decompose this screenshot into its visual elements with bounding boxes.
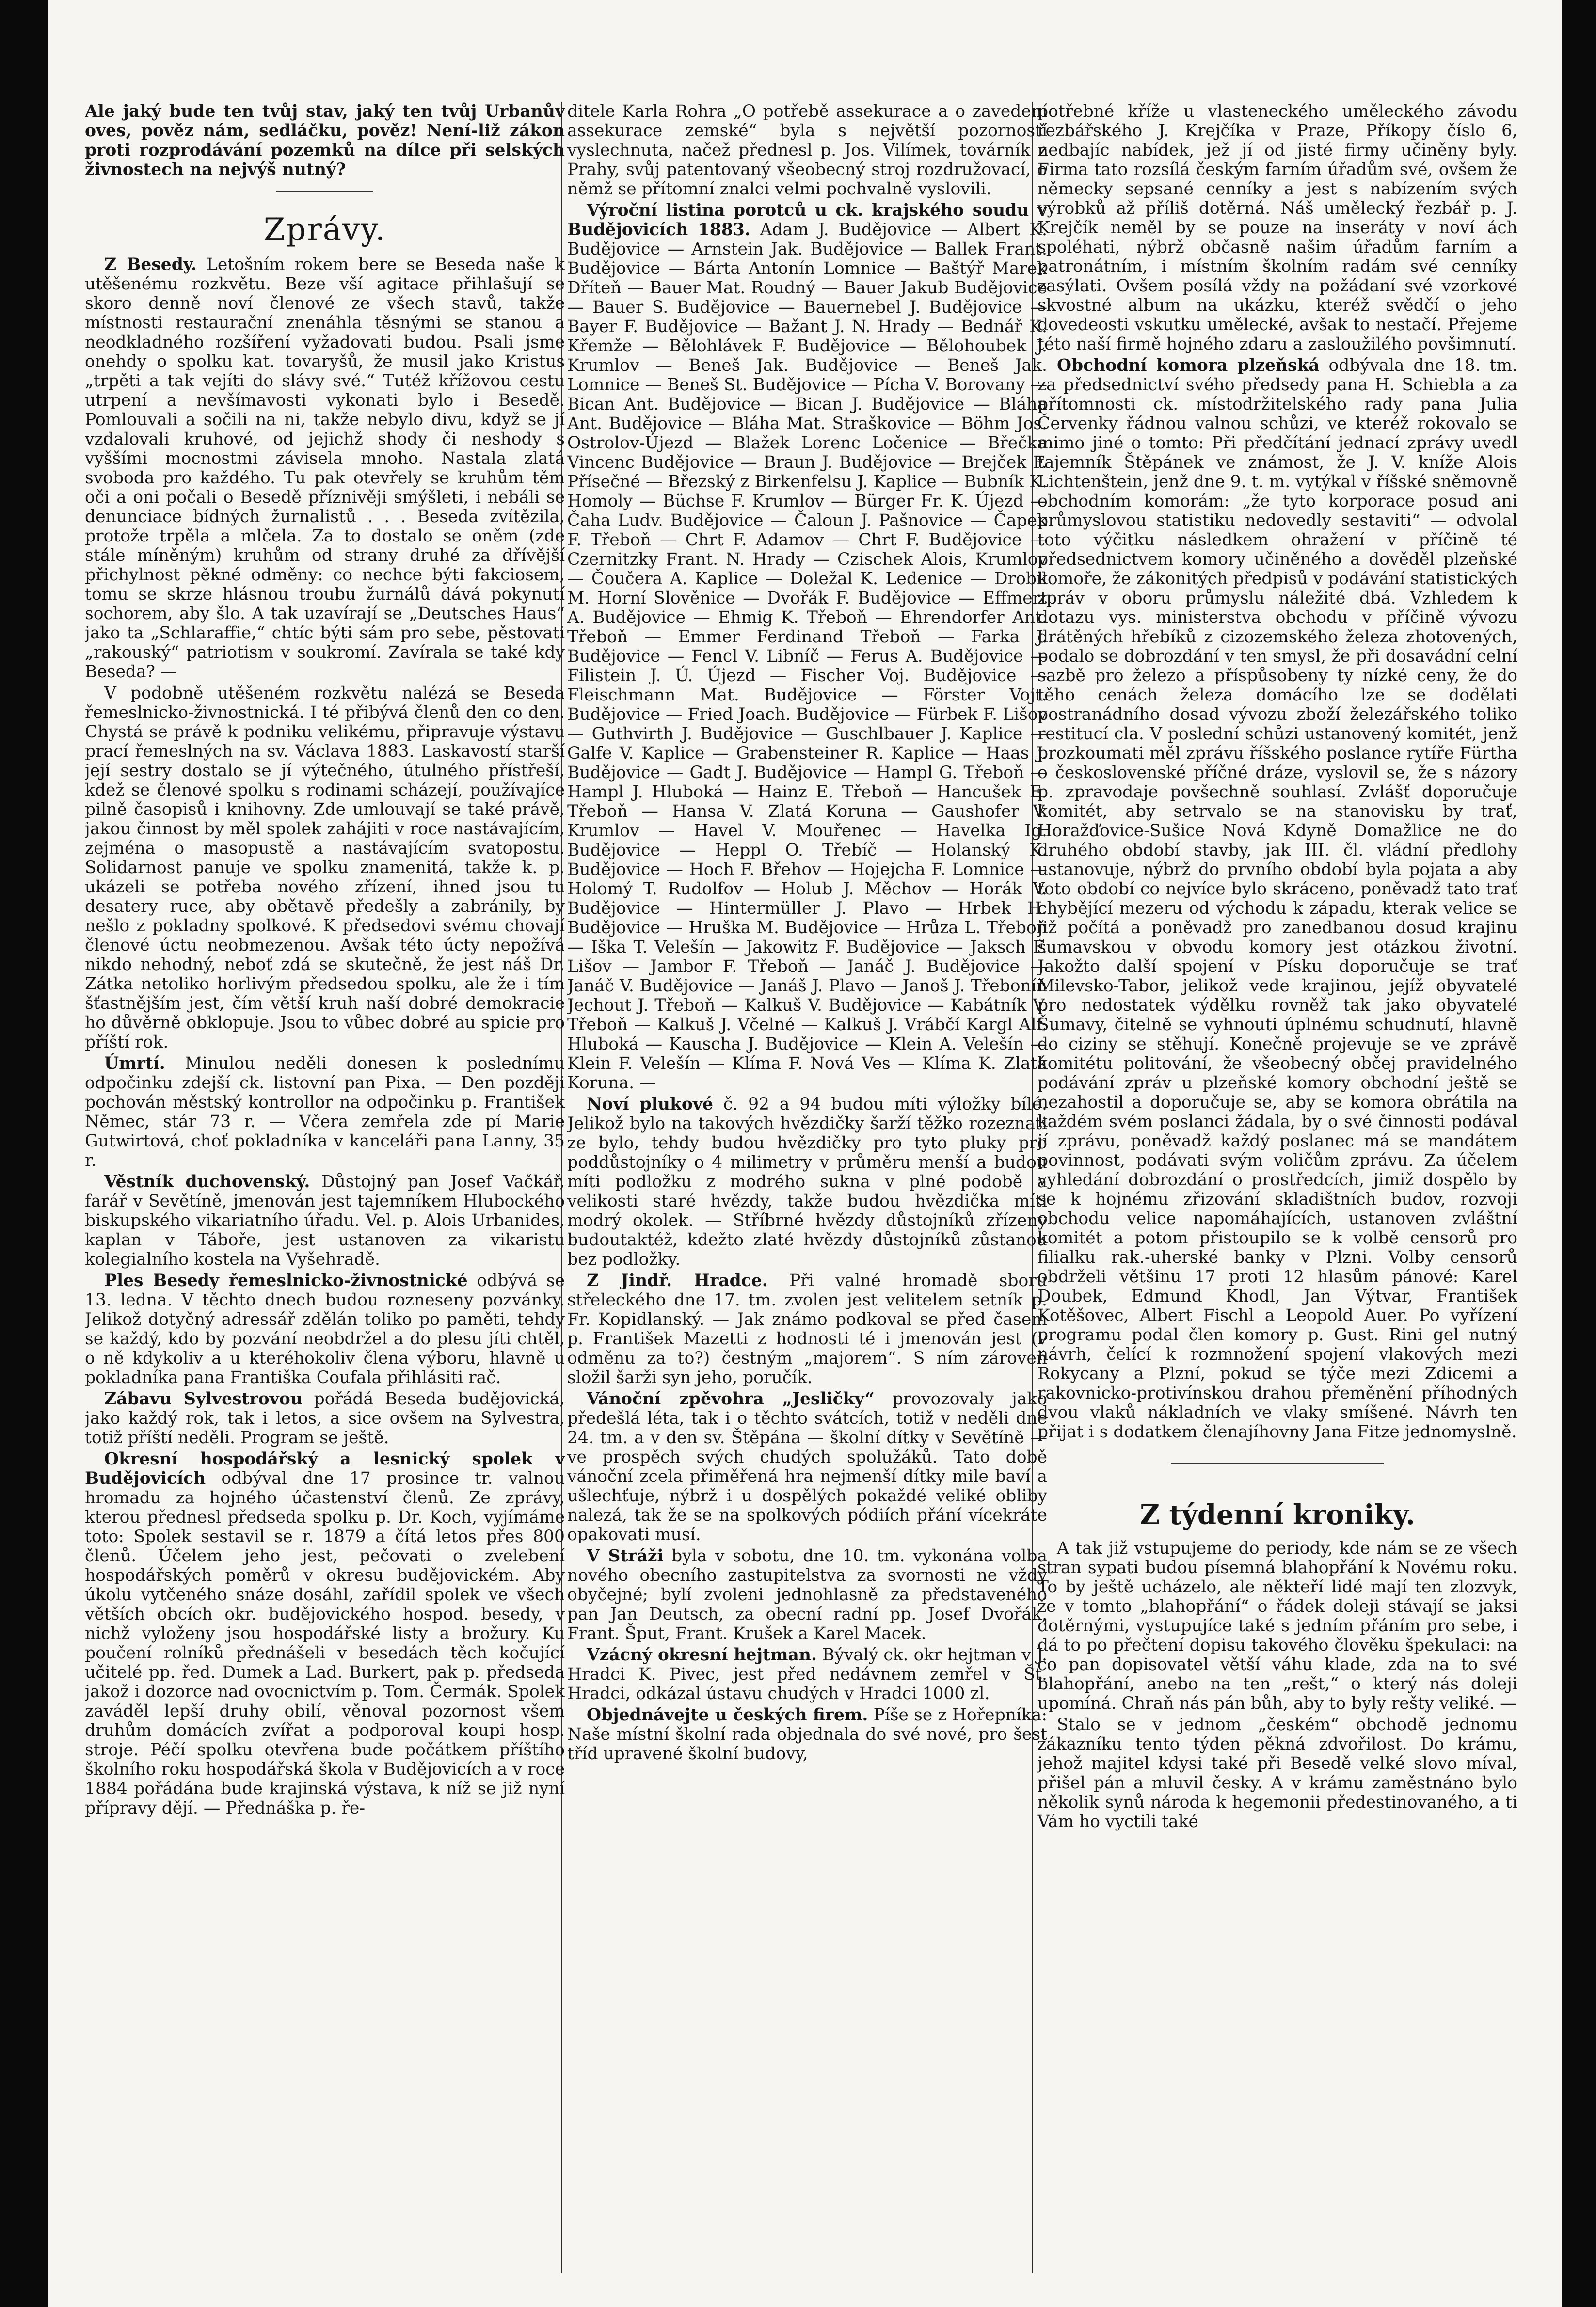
article-beseda: [85, 255, 565, 682]
article-hradec: [567, 1271, 1047, 1387]
article-body: Bývalý ck. okr hejtman v J. Hradci K. Pivec, jest před nedávnem zemřel v Št. Hradci, odkázal ústavu chudých v Hradci 1000 zl.: [567, 1645, 1047, 1703]
article-umrti: [85, 1054, 565, 1170]
article-lead: Z Besedy.: [104, 255, 197, 274]
article-body: provozovaly jako předešlá léta, tak i o těchto svátcích, totiž v neděli dne 24. tm. a v den sv. Štěpána — školní dítky v Sevětíně — ve prospěch svých chudých spolužáků. Tato době vánoční zcela přiměřená hra nejmenší dítky mile baví a ušlechťuje, nýbrž i u dospělých pokaždé veliké obliby nalezá, tak že se na spolkových pódiích přání vícekráte opakovati musí.: [567, 1389, 1047, 1544]
article-lead: V Stráži: [587, 1546, 664, 1566]
scan-border-left: [0, 0, 48, 2307]
article-lead: Ples Besedy řemeslnicko-živnostnické: [104, 1271, 468, 1290]
article-straz: [567, 1546, 1047, 1643]
section-divider: [1171, 1463, 1384, 1464]
section-heading-zpravy: Zprávy.: [263, 212, 386, 248]
article-vanocni: [567, 1389, 1047, 1544]
article-lead: Objednávejte u českých firem.: [587, 1705, 868, 1725]
article-body: Při valné hromadě sboru střeleckého dne 17. tm. zvolen jest velitelem setník p. Fr. Kopidlanský. — Jak známo podkoval se před časem p. František Mazetti z hodnosti té i jmenován jest (v odměnu za to?) čestným „majorem“. S ním zároveň složil šarži syn jeho, poručík.: [567, 1271, 1047, 1387]
article-body: byla v sobotu, dne 10. tm. vykonána volba nového obecního zastupitelstva za svornosti ne vždy obyčejné; bylí zvoleni jednohlasně za představeného pan Jan Deutsch, za obecní radní pp. Josef Dvořák, Frant. Šput, Frant. Krušek a Karel Macek.: [567, 1546, 1047, 1643]
article-vestnik: [85, 1172, 565, 1269]
article-lead: Zábavu Sylvestrovou: [104, 1389, 303, 1409]
article-lead: Okresní hospodářský a lesnický spolek v Budějovicích: [85, 1449, 565, 1488]
section-heading-kronika: Z týdenní kroniky.: [1140, 1499, 1415, 1531]
kronika-paragraph-2: Stalo se v jednom „českém“ obchodě jednomu zákazníku tento týden pěkná zdvořilost. Do krámu, jehož majitel kdysi také při Besedě velké slovo míval, přišel pán a mluvil česky. A v krámu zaměstnáno bylo několik synů národa k hegemonii předestinovaného, a ti Vám ho vyctili také: [1037, 1715, 1517, 1831]
kronika-paragraph-1: A tak již vstupujeme do periody, kde nám se ze všech stran sypati budou písemná blahopřání k Novému roku. To by ještě ucházelo, ale někteří lidé mají ten zlozvyk, že v tomto „blahopřání“ o řádek doleji stávají se jaksi dotěrnými, vystupujíce také s jedním přáním pro sebe, i dá to po přečtení dopisu takového člověku špekulaci: na co pan dopisovatel větší váhu klade, zda na to své blahopřání, anebo na ten „rešt,“ o který nás doleji upomíná. Chraň nás pán bůh, aby to byly rešty veliké. —: [1037, 1539, 1517, 1713]
article-zabava: [85, 1389, 565, 1448]
article-okresni-spolek: [85, 1449, 565, 1818]
article-body: odbýval dne 17 prosince tr. valnou hromadu za hojného účastenství členů. Ze zprávy, kterou přednesl předseda spolku p. Dr. Koch, vyjímáme toto: Spolek sestavil se r. 1879 a čítá letos přes 800 členů. Účelem jeho jest, pečovati o zvelebení hospodářských poměrů v okresu budějovickém. Aby úkolu vytčeného snáze dosáhl, zařídil spolek ve všech větších obcích okr. budějovického hospod. besedy, v nichž vyloženy jsou hospodářské listy a brožury. Ku poučení rolníků přednášeli v besedách těch kočující učitelé pp. řed. Dumek a Lad. Burkert, pak p. předseda jakož i dozorce nad ovocnictvím p. Tom. Čermák. Spolek zaváděl lepší druhy obilí, věnoval pozornost všem druhům domácích zvířat a podporoval koupi hosp. stroje. Péčí spolku otevřena bude počátkem příštího školního roku hospodářská škola v Budějovicích a v roce 1884 pořádána bude krajinská výstava, k níž se již nyní přípravy dějí. — Přednáška p. ře-: [85, 1469, 565, 1818]
article-lead: Noví plukové: [587, 1095, 713, 1114]
scan-border-right: [1562, 0, 1596, 2307]
article-body: Píše se z Hořepníka: Naše místní školní rada objednala do své nové, pro šest tříd upravené školní budovy,: [567, 1705, 1047, 1764]
article-body: odbývá se 13. ledna. V těchto dnech budou rozneseny pozvánky. Jelikož dotyčný adressář zdělán toliko po paměti, tehdy se každý, kdo by pozvání neobdržel a do plesu jíti chtěl, o ně kdykoliv a u kteréhokoliv člena výboru, hlavně u pokladníka pana Františka Coufala přihlásiti rač.: [85, 1271, 565, 1387]
article-plukove: [567, 1095, 1047, 1269]
article-body: Důstojný pan Josef Vačkář, farář v Sevětíně, jmenován jest tajemníkem Hlubockého biskupského vikariatního úřadu. Vel. p. Alois Urbanides, kaplan v Táboře, jest ustanoven za vikaristu kolegialního kostela na Vyšehradě.: [85, 1172, 565, 1269]
article-porotci: [567, 201, 1047, 1093]
column-1: [85, 102, 565, 2273]
article-body: odbývala dne 18. tm. za předsednictví svého předsedy pana H. Schiebla a za přítomnosti ck. místodržitelského rady pana Julia Červenky řádnou valnou schůzi, ve kteréž rokovalo se mimo jiné o tomto: Při předčítání jednací zprávy uvedl tajemník Štěpánek ve známost, že J. V. kníže Alois Lichtenštein, jenž dne 9. t. m. vytýkal v říšské sněmovně obchodním komorám: „že tyto korporace posud ani průmyslovou statistiku nedovedly sestaviti“ — odvolal toto výčitku následkem ohražení v příčině té předsednictvem komory učiněného a dověděl plzeňské komoře, že zákonitých předpisů v podávání statistických zpráv v oboru průmyslu náležité dbá. Vzhledem k dotazu vys. ministerstva obchodu v příčině vývozu drátěných hřebíků z cizozemského železa zhotovených, podalo se dobrozdání v ten smysl, že při dosavádní celní sazbě pro železo a příspůsobeny ty nízké ceny, že do těho cenách železa domácího lze se dodělati postranádního dosad vývozu zboží železářského toliko restitucí cla. V poslední schůzi ustanovený komitét, jenž prozkoumati měl zprávu říšského poslance rytíře Fürtha o československé příčné dráze, vyslovil se, že s názory p. zpravodaje povšechně souhlasí. Zvlášť doporučuje komitét, aby setrvalo se na stanovisku by trať, Horažďovice-Sušice Nová Kdyně Domažlice ne do druhého období stavby, jak III. čl. vládní předlohy ustanovuje, nýbrž do prvního období byla pojata a aby toto období co nejvíce bylo skráceno, poněvadž tato trať chybějící mezeru od východu k západu, kterak velice se již počítá a poněvadž pro zanedbanou dosud krajinu šumavskou v obvodu komory jest otázkou životní. Jakožto další spojení v Písku doporučuje se trať Milevsko-Tabor, jelikož vede krajinou, jejíž obyvatelé pro nedostatek výdělku rovněž tak jako obyvatelé Šumavy, čitelně se vyhnouti úplnému schudnutí, hlavně do ciziny se stěhují. Konečně projevuje se ve zprávě komitétu politování, že všeobecný občej pravidelného podávání zpráv u plzeňské komory obchodní ještě se nezahostil a doporučuje se, aby se komora obrátila na každém svém poslanci žádala, by o své činnosti podával jí zprávu, poněvadž každý poslanec má se mandátem povinnost, podávati svým voličům zprávu. Za účelem vyhledání dobrozdání o prostředcích, jimiž dospělo by se k hojnému zřizování skladištních budov, rozvoji obchodu velice napomáhajících, ustanoven zvláštní komitét a potom přistoupilo se k volbě censorů pro filialku rak.-uherské banky v Plzni. Volby censorů obdrželi většinu 17 proti 12 hlasům pánové: Karel Doubek, Edmund Khodl, Jan Výtvar, František Kotěšovec, Albert Fischl a Leopold Auer. Po vyřízení programu podal člen komory p. Gust. Rini gel nutný návrh, čelící k rozmnožení spojení vlakových mezi Rokycany a Plzní, pokud se týče mezi Zdicemi a rakovnicko-protivínskou drahou přeměnění příhodných dvou vlaků nákladních ve vlaky smíšené. Návrh ten přijat i s dodatkem členajíhovny Jana Fitze jednomyslně.: [1037, 356, 1517, 1442]
article-ples: [85, 1271, 565, 1387]
article-body: č. 92 a 94 budou míti výložky bílé. Jelikož bylo na takových hvězdičky šarží těžko rozeznati ze bylo, tehdy budou hvězdičky pro tyto pluky pro poddůstojníky o 4 milimetry v průměru menší a budou míti podložku z modrého sukna v plné podobě a velikosti staré hvězdy, takže budou hvězdička míti modrý okolek. — Stříbrné hvězdy důstojníků zřízeny budoutaktéž, kdežto zlaté hvězdy důstojníků zůstanou bez podložky.: [567, 1095, 1047, 1269]
article-body: Letošním rokem bere se Beseda naše k utěšenému rozkvětu. Beze vší agitace přihlašují se skoro denně noví členové ze všech stavů, takže místnosti restaurační znenáhla těsnými se stanou a neodkladného rozšíření vyžadovati budou. Psali jsme onehdy o spolku kat. tovaryšů, že musil jako Kristus „trpěti a tak vejíti do slávy své.“ Tutéž křížovou cestu utrpení a nevšímavosti vykonati bylo i Besedě. Pomlouvali a sočili na ni, takže nebylo divu, když se jí vzdalovali kruhové, od jejichž shody či neshody s vyššími mocnostmi závisela mnoho. Nastala zlatá svoboda pro každého. Tu pak otevřely se kruhům těm oči a oni počali o Besedě příznivěji smýšleti, i nebáli se denunciace bídných žurnalistů . . . Beseda zvítězila, protože trpěla a mlčela. Za to dostalo se oněm (zde stále míněným) kruhům od strany druhé za dřívější přichylnost pěkné odměny: co nechce býti fakciosem, tomu se skrze hlásnou troubu žurnálů dává pokynutí sochorem, aby šlo. A tak uzavírají se „Deutsches Haus“ jako ta „Schlaraffie,“ chtíc býti sám pro sebe, pěstovati „rakouský“ patriotism v soukromí. Zavírala se také kdy Beseda? —: [85, 255, 565, 682]
article-body: Adam J. Budějovice — Albert K. Budějovice — Arnstein Jak. Budějovice — Ballek Frant. Budějovice — Bárta Antonín Lomnice — Baštýř Marek Dříteň — Bauer Mat. Roudný — Bauer Jakub Budějovice — Bauer S. Budějovice — Bauernebel J. Budějovice — Bayer F. Budějovice — Bažant J. N. Hrady — Bednář K. Křemže — Bělohlávek F. Budějovice — Bělohoubek J. Krumlov — Beneš Jak. Budějovice — Beneš Jak. Lomnice — Beneš St. Budějovice — Pícha V. Borovany — Bican Ant. Budějovice — Bican J. Budějovice — Bláha Ant. Budějovice — Bláha Mat. Straškovice — Böhm Jos. Ostrolov-Újezd — Blažek Lorenc Ločenice — Břečka Vincenc Budějovice — Braun J. Budějovice — Brejček F. Přísečné — Březský z Birkenfelsu J. Kaplice — Bubník K. Homoly — Büchse F. Krumlov — Bürger Fr. K. Újezd — Čaha Ludv. Budějovice — Čaloun J. Pašnovice — Čapek F. Třeboň — Chrt F. Adamov — Chrt F. Budějovice — Czernitzky Frant. N. Hrady — Czischek Alois, Krumlov — Čoučera A. Kaplice — Doležal K. Ledenice — Drobil M. Horní Slověnice — Dvořák F. Budějovice — Effmert A. Budějovice — Ehmig K. Třeboň — Ehrendorfer Ant. Třeboň — Emmer Ferdinand Třeboň — Farka J. Budějovice — Fencl V. Libníč — Ferus A. Budějovice — Filistein J. Ú. Újezd — Fischer Voj. Budějovice — Fleischmann Mat. Budějovice — Förster Vojt. Budějovice — Fried Joach. Budějovice — Fürbek F. Lišov — Guthvirth J. Budějovice — Guschlbauer J. Kaplice — Galfe V. Kaplice — Grabensteiner R. Kaplice — Haas J. Budějovice — Gadt J. Budějovice — Hampl G. Třeboň — Hampl J. Hluboká — Hainz E. Třeboň — Hancušek E. Třeboň — Hansa V. Zlatá Koruna — Gaushofer V. Krumlov — Havel V. Mouřenec — Havelka Ig. Budějovice — Heppl O. Třebíč — Holanský K. Budějovice — Hoch F. Břehov — Hojejcha F. Lomnice — Holomý T. Rudolfov — Holub J. Měchov — Horák V. Budějovice — Hintermüller J. Plavo — Hrbek H. Budějovice — Hruška M. Budějovice — Hrůza L. Třeboň — Iška T. Velešín — Jakowitz F. Budějovice — Jaksch F. Lišov — Jambor F. Třeboň — Janáč J. Budějovice — Janáč V. Budějovice — Janáš J. Plavo — Janoš J. Třeboníň Jechout J. Třeboň — Kalkuš V. Budějovice — Kabátník V. Třeboň — Kalkuš J. Včelné — Kalkuš J. Vrábčí Kargl Alf. Hluboká — Kauscha J. Budějovice — Klein A. Velešín — Klein F. Velešín — Klíma F. Nová Ves — Klíma K. Zlatá Koruna. —: [567, 220, 1047, 1093]
article-lead: Vánoční zpěvohra „Jesličky“: [587, 1389, 875, 1409]
column-3: [1037, 102, 1517, 2273]
article-lead: Věstník duchovenský.: [104, 1172, 310, 1192]
article-lead: Úmrtí.: [104, 1054, 165, 1073]
section-divider: [276, 191, 373, 192]
column-2: [567, 102, 1047, 2273]
article-body: pořádá Beseda budějovická, jako každý rok, tak i letos, a sice ovšem na Sylvestra, totiž příští neděli. Program se ještě.: [85, 1389, 565, 1448]
article-hejtman: [567, 1645, 1047, 1703]
intro-fragment: Ale jaký bude ten tvůj stav, jaký ten tvůj Urbanův oves, pověz nám, sedláčku, pověz! Není-liž zákon proti rozprodávání pozemků na dílce při selských živnostech na nejvýš nutný?: [85, 102, 565, 179]
article-lead: Vzácný okresní hejtman.: [587, 1645, 817, 1665]
article-continuation: potřebné kříže u vlasteneckého uměleckého závodu řezbářského J. Krejčíka v Praze, Příkopy číslo 6, nedbajíc nabídek, jež jí od jisté firmy učiněny byly. Firma tato rozsílá českým farním úřadům své, ovšem že německy sepsané cenníky a jest s nabízením svých výrobků až příliš dotěrná. Náš umělecký řezbář p. J. Krejčík neměl by se pouze na inseráty v noví ách spoléhati, nýbrž občasně našim úřadům farním a patronátním, i místním školním radám své cenníky zasýlati. Ovšem posílá vždy na požádaní své vzorkové skvostné album na ukázku, kteréž svědčí o jeho dovedeosti vskutku umělecké, avšak to nestačí. Přejeme této naší firmě hojného zdaru a zasloužilého povšimnutí.: [1037, 102, 1517, 354]
article-lead: Z Jindř. Hradce.: [587, 1271, 768, 1290]
article-komora: [1037, 356, 1517, 1442]
article-remeslnici: V podobně utěšeném rozkvětu nalézá se Beseda řemeslnicko-živnostnická. I té přibývá členů den co den. Chystá se právě k podniku velikému, připravuje výstavu prací řemeslných na sv. Václava 1883. Laskavostí starší její sestry dostalo se jí výtečného, útulného přístřeší, kdež se členové spolku s rodinami scházejí, používajíce pilně časopisů i knihovny. Zde umlouvají se také právě, jakou činnost by měl spolek zahájiti v roce nastávajícím, zejména o masopustě a nastávajícím svatopostu. Solidarnost panuje ve spolku znamenitá, takže k. p. ukázeli se potřeba nového zřízení, ihned jsou tu desatery ruce, aby obětavě předešly a zabránily, by nešlo z pokladny spolkové. K předsedovi svému chovají členové úctu neobmezenou. Avšak této úcty nepožívá nikdo nehodný, neboť zdá se skutečně, že jest náš Dr. Zátka netoliko horlivým předsedou spolku, ale že i tím šťastnějším jest, čím větší kruh naší dobré demokracie ho důvěrně obklopuje. Jsou to vůbec dobré au spicie pro příští rok.: [85, 684, 565, 1052]
article-lead: Výroční listina porotců u ck. krajského soudu v Budějovicích 1883.: [567, 201, 1047, 239]
article-continuation: ditele Karla Rohra „O potřebě assekurace a o zavedení assekurace zemské“ byla s největší pozorností vyslechnuta, načež přednesl p. Jos. Vilímek, továrník z Prahy, svůj patentovaný všeobecný stroj rozdružovací, o němž se přítomní znalci velmi pochvalně vyslovili.: [567, 102, 1047, 199]
article-firmy: [567, 1705, 1047, 1764]
article-body: Minulou neděli donesen k poslednímu odpočinku zdejší ck. listovní pan Pixa. — Den později pochován městský kontrollor na odpočinku p. František Němec, stár 73 r. — Včera zemřela zde pí Marie Gutwirtová, choť pokladníka v kanceláři pana Lanny, 35 r.: [85, 1054, 565, 1170]
article-lead: Obchodní komora plzeňská: [1057, 356, 1320, 375]
